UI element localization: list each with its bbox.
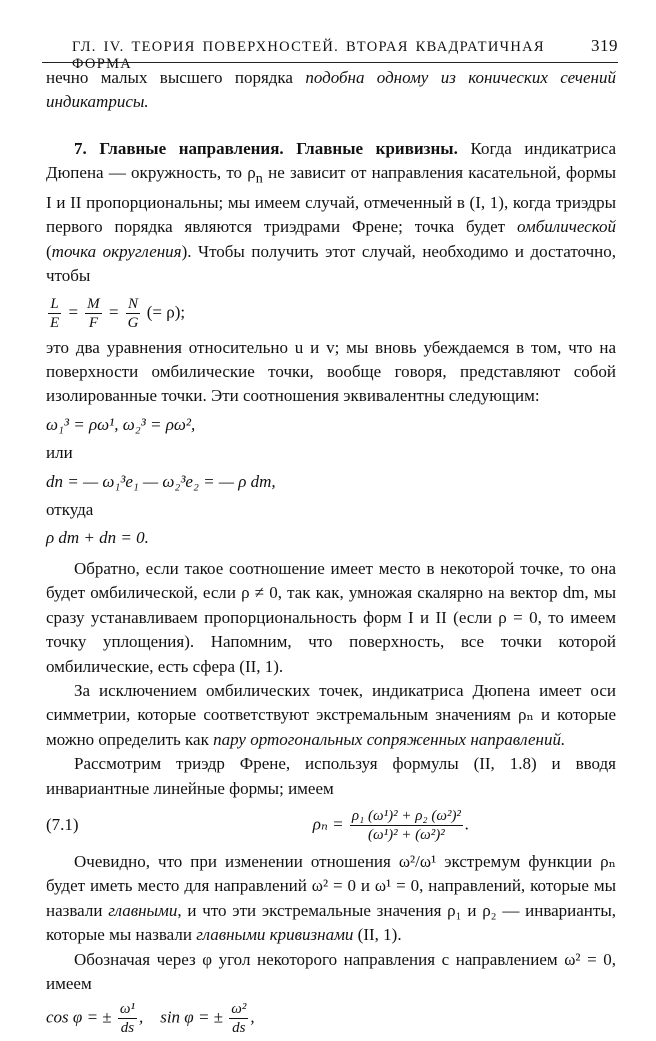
paragraph-frenet: Рассмотрим триэдр Френе, используя формулы (II, 1.8) и вводя инвариантные линейные формы; имеем (46, 754, 616, 798)
equation-ratio: $\frac{L}{E}$ = $\frac{M}{F}$ = $\frac{N}{G}$ (= ρ); (50, 295, 186, 331)
paragraph-except: За исключением омбилических точек, индикатриса Дюпена имеет оси симметрии, которые соответствуют экстремальным значениям ρₙ и которые можно определить как пару ортогональных сопряженных направлений. (46, 680, 616, 749)
equation-cos-sin: cos φ = ± $\frac{\text{ω¹}}{ds}$ , sin φ = ± $\frac{\text{ω²}}{ds}$ , (46, 1001, 255, 1037)
paragraph-angle: Обозначая через φ угол некоторого направления с направлением ω² = 0, имеем (46, 949, 616, 993)
equation-omega: ω₁³ = ρω¹, ω₂³ = ρω², (46, 414, 196, 434)
paragraph-converse: Обратно, если такое соотношение имеет место в некоторой точке, то она будет омбилической, если ρ ≠ 0, так как, умножая скалярно на вектор dm, мы сразу устанавливаем пропорциональность форм I и II (если ρ = 0, то имеем точку уплощения). Напомним, что поверхность, все точки которой омбилические, есть сфера (II, 1). (46, 558, 616, 676)
chapter-title: ГЛ. IV. ТЕОРИЯ ПОВЕРХНОСТЕЙ. ВТОРАЯ КВАДРАТИЧНАЯ ФОРМА (72, 39, 545, 72)
paragraph-obvious: Очевидно, что при изменении отношения ω²/ω¹ экстремум функции ρₙ будет иметь место для направлений ω² = 0 и ω¹ = 0, направлений, которые мы назвали главными, и что эти экстремальные значения ρ₁ и ρ₂ — инварианты, которые мы назвали главными кривизнами (II, 1). (46, 851, 617, 945)
paragraph-continued: нечно малых высшего порядка подобна одному из конических сечений индикатрисы. (46, 68, 616, 112)
equation-number: (7.1) (46, 815, 79, 835)
equation-pdm: ρ dm + dn = 0. (46, 528, 149, 548)
word-whence: откуда (46, 500, 94, 520)
header-rule (42, 62, 618, 63)
page-number: 319 (591, 36, 618, 55)
page-body (46, 66, 616, 1041)
section-7-paragraph: 7. Главные направления. Главные кривизны. Когда индикатриса Дюпена — окружность, то $\rho_n$ не зависит от направления касательной, формы I и II пропорциональны; мы имеем случай, отмеченный в (I, 1), когда триэдры первого порядка являются триэдрами Френе; точка будет омбилической (точка округления). Чтобы получить этот случай, необходимо и достаточно, чтобы (46, 138, 617, 286)
word-or: или (46, 443, 73, 463)
equation-dn: dn = — ω₁³e₁ — ω₂³e₂ = — ρ dm, (46, 471, 276, 491)
equation-7-1: (7.1) ρₙ = $\frac{\text{ρ₁ (ω¹)² + ρ₂ (ω²)²}}{\text{(ω¹)² + (ω²)²}}$ . (46, 807, 470, 843)
paragraph-umbilic: это два уравнения относительно u и v; мы вновь убеждаемся в том, что на поверхности омбилические точки, вообще говоря, представляют собой изолированные точки. Эти соотношения эквивалентны следующим: (46, 337, 616, 406)
section-heading: 7. Главные направления. Главные кривизны. (74, 138, 458, 158)
